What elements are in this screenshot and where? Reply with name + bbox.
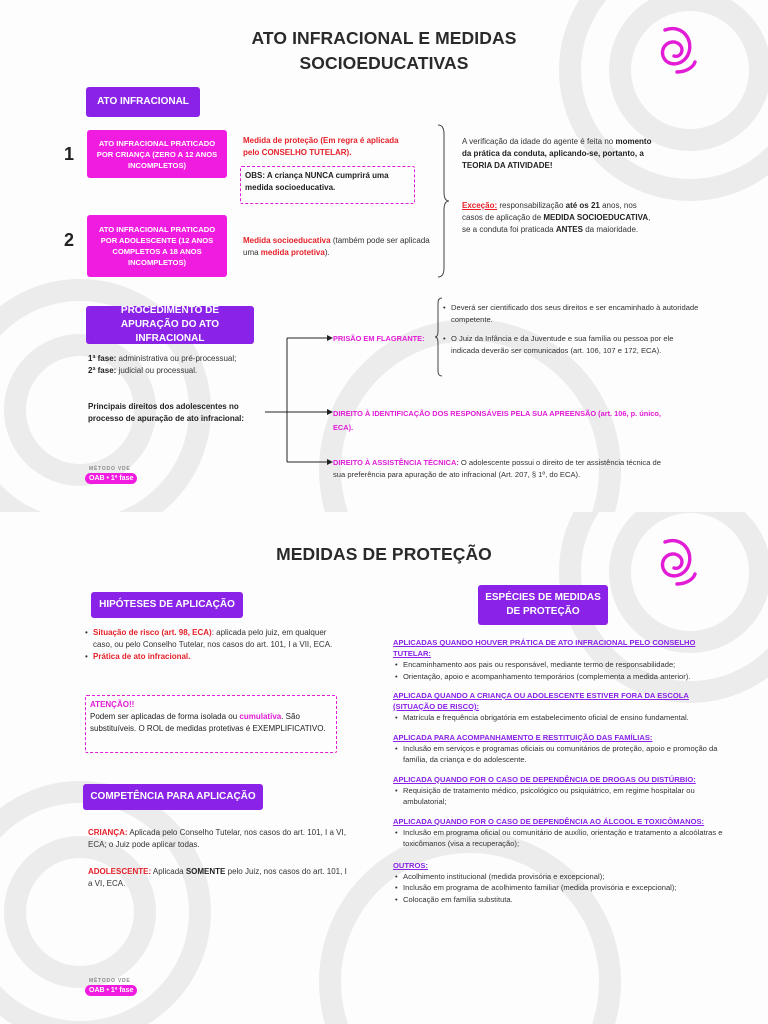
page-title: MEDIDAS DE PROTEÇÃO — [276, 544, 492, 564]
brand-badge: OAB • 1ª fase — [85, 473, 137, 484]
brand-logo-icon — [655, 534, 697, 590]
list-item: • Colocação em família substituta. — [393, 894, 728, 906]
section-heading: APLICADAS QUANDO HOUVER PRÁTICA DE ATO INFRACIONAL PELO CONSELHO TUTELAR: — [393, 638, 696, 658]
especie-section — [393, 774, 728, 808]
hipoteses-pill: HIPÓTESES DE APLICAÇÃO — [91, 592, 243, 618]
section-items — [393, 743, 728, 766]
list-item: • Inclusão em programa oficial ou comunitário de auxílio, orientação e tratamento a alcoólatras e toxicômanos (visa a recuperação); — [393, 827, 728, 850]
medida-protecao-text: Medida de proteção (Em regra é aplicada pelo CONSELHO TUTELAR). — [243, 136, 399, 157]
section-items — [393, 659, 728, 682]
prisao-bullets — [441, 302, 699, 356]
section-heading: OUTROS: — [393, 860, 429, 870]
section-items — [393, 712, 728, 724]
section-heading: APLICADA QUANDO A CRIANÇA OU ADOLESCENTE ESTIVER FORA DA ESCOLA (SITUAÇÃO DE RISCO): — [393, 691, 689, 711]
section-items — [393, 827, 728, 850]
direito-assistencia-text: DIREITO À ASSISTÊNCIA TÉCNICA: O adolescente possui o direito de ter assistência técnica de sua preferência para apuração de ato infracional (Art. 207, § 1º, do ECA). — [333, 458, 661, 479]
section-heading: APLICADA QUANDO FOR O CASO DE DEPENDÊNCIA DE DROGAS OU DISTÚRBIO: — [393, 774, 696, 784]
procedimento-pill: PROCEDIMENTO DE APURAÇÃO DO ATO INFRACIONAL — [86, 306, 254, 344]
page-medidas-protecao — [0, 512, 768, 1024]
especie-section — [393, 637, 728, 682]
list-item: • Matrícula e frequência obrigatória em estabelecimento oficial de ensino fundamental. — [393, 712, 728, 724]
list-item: • Acolhimento institucional (medida provisória e excepcional); — [393, 871, 728, 883]
especie-section — [393, 816, 728, 850]
adolescente-competencia-text: ADOLESCENTE: Aplicada SOMENTE pelo Juiz, nos casos do art. 101, I a VI, ECA. — [88, 867, 347, 888]
competencia-pill: COMPETÊNCIA PARA APLICAÇÃO — [83, 784, 263, 810]
brand-badge: OAB • 1ª fase — [85, 985, 137, 996]
especies-pill: ESPÉCIES DE MEDIDAS DE PROTEÇÃO — [478, 585, 608, 625]
atencao-box: ATENÇÃO!! Podem ser aplicadas de forma isolada ou cumulativa. São substituíveis. O ROL de medidas protetivas é EXEMPLIFICATIVO. — [85, 695, 337, 753]
principais-direitos-text: Principais direitos dos adolescentes no processo de apuração de ato infracional: — [88, 402, 245, 423]
crianca-box: ATO INFRACIONAL PRATICADO POR CRIANÇA (ZERO A 12 ANOS INCOMPLETOS) — [87, 130, 227, 178]
list-item: • Encaminhamento aos pais ou responsável, mediante termo de responsabilidade; — [393, 659, 728, 671]
brand-logo-icon — [655, 22, 697, 78]
item-number-2: 2 — [64, 230, 75, 250]
crianca-competencia-text: CRIANÇA: Aplicada pelo Conselho Tutelar, nos casos do art. 101, I a VI, ECA; o Juiz pode aplicar todas. — [88, 828, 346, 849]
verificacao-idade-text: A verificação da idade do agente é feita no momento da prática da conduta, aplicando-se, portanto, a TEORIA DA ATIVIDADE! — [462, 137, 652, 170]
page-title: ATO INFRACIONAL E MEDIDAS SOCIOEDUCATIVAS — [251, 28, 517, 73]
list-item: • O Juiz da Infância e da Juventude e sua família ou pessoa por ele indicada deverão ser comunicados (art. 106, 107 e 172, ECA). — [441, 333, 699, 356]
item-number-1: 1 — [64, 144, 75, 164]
list-item: • Prática de ato infracional. — [83, 651, 333, 663]
list-item: • Situação de risco (art. 98, ECA): aplicada pelo juiz, em qualquer caso, ou pelo Conselho Tutelar, nos casos do art. 101, I a VII, ECA. — [83, 627, 333, 651]
brand-label: MÉTODO VDE — [89, 466, 131, 472]
ato-infracional-pill: ATO INFRACIONAL — [86, 87, 200, 117]
fases-text: 1ª fase: administrativa ou pré-processual; 2ª fase: judicial ou processual. — [88, 354, 237, 375]
list-item: • Inclusão em programa de acolhimento familiar (medida provisória e excepcional); — [393, 882, 728, 894]
list-item: • Inclusão em serviços e programas oficiais ou comunitários de proteção, apoio e promoção da família, da criança e do adolescente. — [393, 743, 728, 766]
section-items — [393, 785, 728, 808]
medida-socio-text: Medida socioeducativa (também pode ser aplicada uma medida protetiva). — [243, 236, 430, 257]
direito-identificacao-text: DIREITO À IDENTIFICAÇÃO DOS RESPONSÁVEIS PELA SUA APREENSÃO (art. 106, p. único, ECA). — [333, 409, 661, 432]
list-item: • Deverá ser cientificado dos seus direitos e ser encaminhado à autoridade competente. — [441, 302, 699, 325]
obs-box: OBS: A criança NUNCA cumprirá uma medida socioeducativa. — [240, 166, 415, 204]
section-items — [393, 871, 728, 906]
especies-list — [393, 637, 728, 905]
especie-section — [393, 860, 728, 906]
connector-arrows — [265, 330, 340, 470]
especie-section — [393, 690, 728, 724]
brand-label: MÉTODO VDE — [89, 978, 131, 984]
hipoteses-list — [83, 627, 333, 663]
excecao-text: Exceção: responsabilização até os 21 anos, nos casos de aplicação de MEDIDA SOCIOEDUCATIVA, se a conduta foi praticada ANTES da maioridade. — [462, 201, 651, 234]
adolescente-box: ATO INFRACIONAL PRATICADO POR ADOLESCENTE (12 ANOS COMPLETOS A 18 ANOS INCOMPLETOS) — [87, 215, 227, 277]
especie-section — [393, 732, 728, 766]
curly-brace-icon — [436, 124, 450, 278]
prisao-flagrante-label: PRISÃO EM FLAGRANTE: — [333, 334, 425, 343]
list-item: • Requisição de tratamento médico, psicológico ou psiquiátrico, em regime hospitalar ou ambulatorial; — [393, 785, 728, 808]
section-heading: APLICADA QUANDO FOR O CASO DE DEPENDÊNCIA AO ÁLCOOL E TOXICÔMANOS: — [393, 816, 705, 826]
section-heading: APLICADA PARA ACOMPANHAMENTO E RESTITUIÇÃO DAS FAMÍLIAS: — [393, 732, 653, 742]
list-item: • Orientação, apoio e acompanhamento temporários (complementa a medida anterior). — [393, 671, 728, 683]
